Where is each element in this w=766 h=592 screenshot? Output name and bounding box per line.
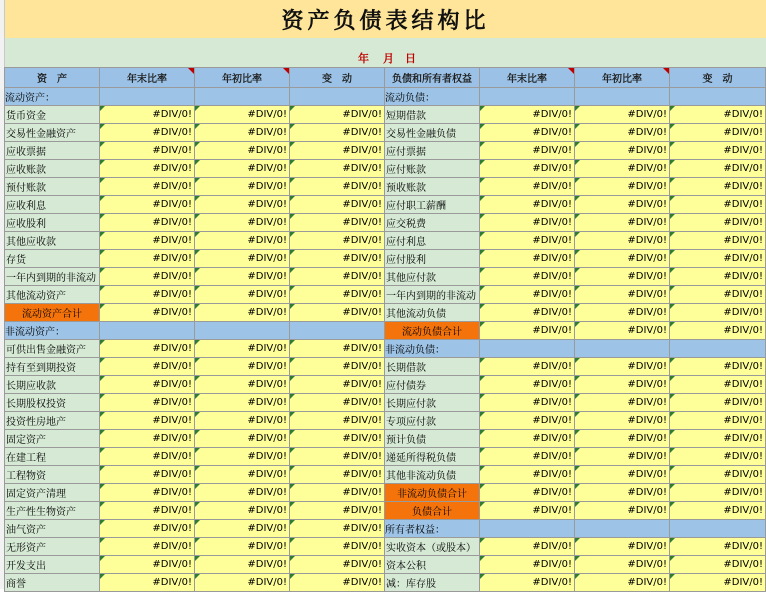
liability-value-cell[interactable]: #DIV/0! xyxy=(670,430,766,448)
liability-value-cell[interactable]: #DIV/0! xyxy=(670,304,766,322)
asset-value-cell[interactable]: #DIV/0! xyxy=(290,214,385,232)
liability-value-cell[interactable]: #DIV/0! xyxy=(480,106,575,124)
liability-value-cell[interactable]: #DIV/0! xyxy=(670,286,766,304)
asset-value-cell[interactable]: #DIV/0! xyxy=(195,502,290,520)
asset-value-cell[interactable]: #DIV/0! xyxy=(195,142,290,160)
liability-value-cell[interactable]: #DIV/0! xyxy=(480,394,575,412)
liability-value-cell[interactable]: #DIV/0! xyxy=(670,106,766,124)
table-row xyxy=(5,304,766,322)
asset-value-cell[interactable]: #DIV/0! xyxy=(195,394,290,412)
liability-value-cell[interactable]: #DIV/0! xyxy=(670,196,766,214)
table-row xyxy=(5,538,766,556)
table-row xyxy=(5,556,766,574)
liability-value-cell[interactable]: #DIV/0! xyxy=(480,322,575,340)
liability-label-cell[interactable]: 非流动负债： xyxy=(385,340,480,358)
liability-value-cell[interactable]: #DIV/0! xyxy=(480,250,575,268)
liability-value-cell[interactable] xyxy=(670,340,766,358)
table-row xyxy=(5,412,766,430)
asset-label-cell[interactable]: 非流动资产： xyxy=(5,322,100,340)
asset-label-cell[interactable]: 其他应收款 xyxy=(5,232,100,250)
liability-value-cell[interactable]: #DIV/0! xyxy=(575,106,670,124)
liability-value-cell[interactable]: #DIV/0! xyxy=(575,538,670,556)
liability-label-cell[interactable]: 短期借款 xyxy=(385,106,480,124)
asset-value-cell[interactable]: #DIV/0! xyxy=(195,250,290,268)
asset-value-cell[interactable]: #DIV/0! xyxy=(100,286,195,304)
liability-value-cell[interactable]: #DIV/0! xyxy=(575,448,670,466)
liability-value-cell[interactable] xyxy=(670,520,766,538)
table-row xyxy=(5,232,766,250)
asset-value-cell[interactable]: #DIV/0! xyxy=(290,412,385,430)
asset-value-cell[interactable]: #DIV/0! xyxy=(100,196,195,214)
liability-value-cell[interactable]: #DIV/0! xyxy=(575,574,670,592)
liability-value-cell[interactable]: #DIV/0! xyxy=(480,538,575,556)
asset-value-cell[interactable]: #DIV/0! xyxy=(195,358,290,376)
table-row xyxy=(5,376,766,394)
asset-label-cell[interactable]: 投资性房地产 xyxy=(5,412,100,430)
liability-label-cell[interactable]: 应付职工薪酬 xyxy=(385,196,480,214)
table-row xyxy=(5,160,766,178)
liability-value-cell[interactable]: #DIV/0! xyxy=(575,178,670,196)
liability-value-cell[interactable]: #DIV/0! xyxy=(480,574,575,592)
liability-value-cell[interactable]: #DIV/0! xyxy=(670,214,766,232)
table-row xyxy=(5,430,766,448)
liability-value-cell[interactable]: #DIV/0! xyxy=(575,484,670,502)
liability-value-cell[interactable]: #DIV/0! xyxy=(670,250,766,268)
asset-value-cell[interactable]: #DIV/0! xyxy=(195,466,290,484)
liability-label-cell[interactable]: 专项应付款 xyxy=(385,412,480,430)
asset-value-cell[interactable] xyxy=(100,322,195,340)
liability-label-cell[interactable]: 减：库存股 xyxy=(385,574,480,592)
asset-value-cell[interactable]: #DIV/0! xyxy=(100,142,195,160)
table-row xyxy=(5,286,766,304)
asset-value-cell[interactable]: #DIV/0! xyxy=(290,430,385,448)
header-change[interactable]: 变 动 xyxy=(290,68,385,88)
asset-value-cell[interactable]: #DIV/0! xyxy=(195,124,290,142)
liability-value-cell[interactable]: #DIV/0! xyxy=(670,142,766,160)
liability-value-cell[interactable]: #DIV/0! xyxy=(670,322,766,340)
liability-value-cell[interactable]: #DIV/0! xyxy=(670,412,766,430)
asset-value-cell[interactable]: #DIV/0! xyxy=(100,520,195,538)
liability-value-cell[interactable]: #DIV/0! xyxy=(670,178,766,196)
asset-value-cell[interactable]: #DIV/0! xyxy=(195,268,290,286)
liability-value-cell[interactable]: #DIV/0! xyxy=(480,304,575,322)
liability-value-cell[interactable]: #DIV/0! xyxy=(575,394,670,412)
liability-value-cell[interactable] xyxy=(575,340,670,358)
table-row xyxy=(5,520,766,538)
liability-value-cell[interactable]: #DIV/0! xyxy=(670,394,766,412)
table-row xyxy=(5,448,766,466)
liability-value-cell[interactable]: #DIV/0! xyxy=(670,124,766,142)
balance-sheet-table xyxy=(4,67,766,592)
table-row xyxy=(5,124,766,142)
liability-label-cell[interactable]: 流动负债合计 xyxy=(385,322,480,340)
asset-value-cell[interactable]: #DIV/0! xyxy=(290,196,385,214)
liability-value-cell[interactable]: #DIV/0! xyxy=(670,232,766,250)
liability-value-cell[interactable]: #DIV/0! xyxy=(670,538,766,556)
table-row xyxy=(5,502,766,520)
liability-value-cell[interactable] xyxy=(480,88,575,106)
liability-value-cell[interactable] xyxy=(575,88,670,106)
liability-value-cell[interactable]: #DIV/0! xyxy=(480,448,575,466)
asset-value-cell[interactable]: #DIV/0! xyxy=(290,574,385,592)
asset-value-cell[interactable]: #DIV/0! xyxy=(100,538,195,556)
asset-value-cell[interactable]: #DIV/0! xyxy=(100,448,195,466)
asset-value-cell[interactable]: #DIV/0! xyxy=(290,106,385,124)
liability-label-cell[interactable]: 资本公积 xyxy=(385,556,480,574)
liability-value-cell[interactable]: #DIV/0! xyxy=(480,502,575,520)
asset-value-cell[interactable]: #DIV/0! xyxy=(195,556,290,574)
asset-label-cell[interactable]: 流动资产： xyxy=(5,88,100,106)
liability-value-cell[interactable]: #DIV/0! xyxy=(480,178,575,196)
asset-label-cell[interactable]: 存货 xyxy=(5,250,100,268)
liability-label-cell[interactable]: 应付股利 xyxy=(385,250,480,268)
asset-value-cell[interactable] xyxy=(290,88,385,106)
asset-label-cell[interactable]: 应收票据 xyxy=(5,142,100,160)
asset-value-cell[interactable]: #DIV/0! xyxy=(100,232,195,250)
liability-label-cell[interactable]: 流动负债： xyxy=(385,88,480,106)
asset-label-cell[interactable]: 一年内到期的非流动 xyxy=(5,268,100,286)
liability-value-cell[interactable]: #DIV/0! xyxy=(670,448,766,466)
asset-value-cell[interactable]: #DIV/0! xyxy=(290,340,385,358)
liability-label-cell[interactable]: 应付票据 xyxy=(385,142,480,160)
asset-value-cell[interactable]: #DIV/0! xyxy=(195,286,290,304)
asset-value-cell[interactable]: #DIV/0! xyxy=(195,178,290,196)
asset-value-cell[interactable]: #DIV/0! xyxy=(290,466,385,484)
liability-label-cell[interactable]: 预计负债 xyxy=(385,430,480,448)
liability-label-cell[interactable]: 其他流动负债 xyxy=(385,304,480,322)
asset-value-cell[interactable]: #DIV/0! xyxy=(195,376,290,394)
liability-value-cell[interactable]: #DIV/0! xyxy=(575,502,670,520)
asset-label-cell[interactable]: 商誉 xyxy=(5,574,100,592)
asset-value-cell[interactable]: #DIV/0! xyxy=(290,124,385,142)
table-row xyxy=(5,340,766,358)
asset-value-cell[interactable]: #DIV/0! xyxy=(100,340,195,358)
asset-value-cell[interactable]: #DIV/0! xyxy=(290,268,385,286)
asset-label-cell[interactable]: 生产性生物资产 xyxy=(5,502,100,520)
liability-value-cell[interactable]: #DIV/0! xyxy=(670,574,766,592)
liability-label-cell[interactable]: 其他非流动负债 xyxy=(385,466,480,484)
asset-label-cell[interactable]: 持有至到期投资 xyxy=(5,358,100,376)
liability-label-cell[interactable]: 应交税费 xyxy=(385,214,480,232)
liability-value-cell[interactable]: #DIV/0! xyxy=(670,268,766,286)
header-liabilities-equity[interactable]: 负债和所有者权益 xyxy=(385,68,480,88)
asset-value-cell[interactable]: #DIV/0! xyxy=(195,340,290,358)
asset-label-cell[interactable]: 无形资产 xyxy=(5,538,100,556)
table-row xyxy=(5,250,766,268)
sheet-title[interactable]: 资产负债表结构比 xyxy=(5,0,766,39)
asset-label-cell[interactable]: 货币资金 xyxy=(5,106,100,124)
liability-value-cell[interactable]: #DIV/0! xyxy=(480,466,575,484)
asset-value-cell[interactable]: #DIV/0! xyxy=(290,520,385,538)
liability-value-cell[interactable]: #DIV/0! xyxy=(480,430,575,448)
liability-value-cell[interactable]: #DIV/0! xyxy=(480,412,575,430)
liability-label-cell[interactable]: 应付利息 xyxy=(385,232,480,250)
asset-label-cell[interactable]: 工程物资 xyxy=(5,466,100,484)
liability-value-cell[interactable]: #DIV/0! xyxy=(480,196,575,214)
liability-value-cell[interactable] xyxy=(670,88,766,106)
liability-value-cell[interactable]: #DIV/0! xyxy=(575,556,670,574)
liability-value-cell[interactable]: #DIV/0! xyxy=(480,214,575,232)
asset-label-cell[interactable]: 应收账款 xyxy=(5,160,100,178)
header-year-end-ratio[interactable]: 年末比率 xyxy=(100,68,195,88)
asset-value-cell[interactable]: #DIV/0! xyxy=(195,430,290,448)
asset-value-cell[interactable]: #DIV/0! xyxy=(290,232,385,250)
table-row xyxy=(5,322,766,340)
liability-value-cell[interactable] xyxy=(480,340,575,358)
liability-value-cell[interactable]: #DIV/0! xyxy=(480,124,575,142)
asset-value-cell[interactable]: #DIV/0! xyxy=(100,178,195,196)
asset-value-cell[interactable] xyxy=(100,88,195,106)
table-row xyxy=(5,214,766,232)
liability-value-cell[interactable]: #DIV/0! xyxy=(480,376,575,394)
asset-label-cell[interactable]: 油气资产 xyxy=(5,520,100,538)
liability-label-cell[interactable]: 所有者权益： xyxy=(385,520,480,538)
asset-value-cell[interactable]: #DIV/0! xyxy=(290,142,385,160)
asset-value-cell[interactable]: #DIV/0! xyxy=(100,484,195,502)
asset-label-cell[interactable]: 其他流动资产 xyxy=(5,286,100,304)
liability-value-cell[interactable]: #DIV/0! xyxy=(670,358,766,376)
asset-value-cell[interactable]: #DIV/0! xyxy=(100,412,195,430)
liability-value-cell[interactable]: #DIV/0! xyxy=(575,250,670,268)
asset-value-cell[interactable]: #DIV/0! xyxy=(100,160,195,178)
liability-label-cell[interactable]: 递延所得税负债 xyxy=(385,448,480,466)
liability-value-cell[interactable]: #DIV/0! xyxy=(575,304,670,322)
asset-label-cell[interactable]: 固定资产清理 xyxy=(5,484,100,502)
asset-value-cell[interactable]: #DIV/0! xyxy=(195,520,290,538)
asset-value-cell[interactable]: #DIV/0! xyxy=(290,358,385,376)
asset-value-cell[interactable]: #DIV/0! xyxy=(100,106,195,124)
liability-value-cell[interactable] xyxy=(575,520,670,538)
header-row xyxy=(5,68,766,88)
liability-value-cell[interactable]: #DIV/0! xyxy=(575,412,670,430)
table-row xyxy=(5,358,766,376)
asset-value-cell[interactable]: #DIV/0! xyxy=(290,178,385,196)
asset-value-cell[interactable]: #DIV/0! xyxy=(290,448,385,466)
liability-label-cell[interactable]: 预收账款 xyxy=(385,178,480,196)
table-row xyxy=(5,484,766,502)
table-row xyxy=(5,196,766,214)
liability-value-cell[interactable]: #DIV/0! xyxy=(480,268,575,286)
table-row xyxy=(5,106,766,124)
asset-value-cell[interactable]: #DIV/0! xyxy=(290,286,385,304)
asset-value-cell[interactable]: #DIV/0! xyxy=(290,484,385,502)
asset-value-cell[interactable]: #DIV/0! xyxy=(195,538,290,556)
asset-value-cell[interactable]: #DIV/0! xyxy=(290,304,385,322)
asset-value-cell[interactable]: #DIV/0! xyxy=(100,250,195,268)
date-row[interactable] xyxy=(5,38,766,67)
liability-value-cell[interactable]: #DIV/0! xyxy=(575,142,670,160)
asset-value-cell[interactable] xyxy=(290,322,385,340)
asset-label-cell[interactable]: 交易性金融资产 xyxy=(5,124,100,142)
liability-label-cell[interactable]: 长期应付款 xyxy=(385,394,480,412)
asset-value-cell[interactable]: #DIV/0! xyxy=(290,502,385,520)
asset-value-cell[interactable]: #DIV/0! xyxy=(195,214,290,232)
asset-value-cell[interactable]: #DIV/0! xyxy=(195,304,290,322)
asset-value-cell[interactable]: #DIV/0! xyxy=(100,466,195,484)
asset-value-cell[interactable]: #DIV/0! xyxy=(100,394,195,412)
liability-value-cell[interactable]: #DIV/0! xyxy=(480,556,575,574)
liability-value-cell[interactable]: #DIV/0! xyxy=(480,142,575,160)
table-row xyxy=(5,178,766,196)
asset-value-cell[interactable]: #DIV/0! xyxy=(195,574,290,592)
table-row xyxy=(5,394,766,412)
liability-value-cell[interactable]: #DIV/0! xyxy=(575,124,670,142)
liability-value-cell[interactable]: #DIV/0! xyxy=(480,232,575,250)
liability-value-cell[interactable]: #DIV/0! xyxy=(670,160,766,178)
asset-value-cell[interactable]: #DIV/0! xyxy=(100,502,195,520)
liability-value-cell[interactable]: #DIV/0! xyxy=(575,286,670,304)
header-change-right[interactable]: 变 动 xyxy=(670,68,766,88)
asset-value-cell[interactable]: #DIV/0! xyxy=(100,268,195,286)
asset-value-cell[interactable]: #DIV/0! xyxy=(195,160,290,178)
asset-value-cell[interactable]: #DIV/0! xyxy=(100,214,195,232)
asset-value-cell[interactable]: #DIV/0! xyxy=(100,376,195,394)
liability-value-cell[interactable]: #DIV/0! xyxy=(670,556,766,574)
liability-label-cell[interactable]: 实收资本（或股本） xyxy=(385,538,480,556)
table-row xyxy=(5,88,766,106)
liability-label-cell[interactable]: 非流动负债合计 xyxy=(385,484,480,502)
liability-value-cell[interactable]: #DIV/0! xyxy=(670,502,766,520)
asset-value-cell[interactable]: #DIV/0! xyxy=(100,124,195,142)
asset-label-cell[interactable]: 长期股权投资 xyxy=(5,394,100,412)
asset-label-cell[interactable]: 长期应收款 xyxy=(5,376,100,394)
liability-value-cell[interactable]: #DIV/0! xyxy=(575,196,670,214)
asset-value-cell[interactable]: #DIV/0! xyxy=(195,412,290,430)
date-month-label: 月 xyxy=(383,52,394,65)
asset-value-cell[interactable]: #DIV/0! xyxy=(290,160,385,178)
liability-value-cell[interactable] xyxy=(480,520,575,538)
liability-value-cell[interactable]: #DIV/0! xyxy=(575,466,670,484)
liability-label-cell[interactable]: 一年内到期的非流动 xyxy=(385,286,480,304)
asset-value-cell[interactable] xyxy=(195,322,290,340)
liability-value-cell[interactable]: #DIV/0! xyxy=(575,430,670,448)
asset-value-cell[interactable]: #DIV/0! xyxy=(195,232,290,250)
liability-label-cell[interactable]: 长期借款 xyxy=(385,358,480,376)
asset-value-cell[interactable]: #DIV/0! xyxy=(290,394,385,412)
asset-value-cell[interactable]: #DIV/0! xyxy=(100,430,195,448)
asset-label-cell[interactable]: 开发支出 xyxy=(5,556,100,574)
date-day-label: 日 xyxy=(405,52,416,65)
date-year-label: 年 xyxy=(358,52,369,65)
asset-label-cell[interactable]: 在建工程 xyxy=(5,448,100,466)
asset-value-cell[interactable]: #DIV/0! xyxy=(290,538,385,556)
asset-value-cell[interactable] xyxy=(195,88,290,106)
table-row xyxy=(5,466,766,484)
liability-value-cell[interactable]: #DIV/0! xyxy=(575,232,670,250)
asset-label-cell[interactable]: 可供出售金融资产 xyxy=(5,340,100,358)
asset-value-cell[interactable]: #DIV/0! xyxy=(100,574,195,592)
liability-value-cell[interactable]: #DIV/0! xyxy=(480,160,575,178)
table-row xyxy=(5,268,766,286)
asset-label-cell[interactable]: 流动资产合计 xyxy=(5,304,100,322)
asset-value-cell[interactable]: #DIV/0! xyxy=(195,484,290,502)
liability-label-cell[interactable]: 其他应付款 xyxy=(385,268,480,286)
asset-label-cell[interactable]: 预付账款 xyxy=(5,178,100,196)
asset-value-cell[interactable]: #DIV/0! xyxy=(100,304,195,322)
liability-value-cell[interactable]: #DIV/0! xyxy=(670,376,766,394)
asset-value-cell[interactable]: #DIV/0! xyxy=(290,556,385,574)
liability-value-cell[interactable]: #DIV/0! xyxy=(670,466,766,484)
table-row xyxy=(5,142,766,160)
header-year-begin-ratio[interactable]: 年初比率 xyxy=(195,68,290,88)
asset-value-cell[interactable]: #DIV/0! xyxy=(195,106,290,124)
asset-value-cell[interactable]: #DIV/0! xyxy=(195,448,290,466)
liability-value-cell[interactable]: #DIV/0! xyxy=(575,376,670,394)
asset-value-cell[interactable]: #DIV/0! xyxy=(100,358,195,376)
liability-value-cell[interactable]: #DIV/0! xyxy=(575,214,670,232)
liability-value-cell[interactable]: #DIV/0! xyxy=(575,322,670,340)
liability-label-cell[interactable]: 应付债券 xyxy=(385,376,480,394)
asset-value-cell[interactable]: #DIV/0! xyxy=(290,376,385,394)
liability-value-cell[interactable]: #DIV/0! xyxy=(480,286,575,304)
header-year-begin-ratio-right[interactable]: 年初比率 xyxy=(575,68,670,88)
header-year-end-ratio-right[interactable]: 年末比率 xyxy=(480,68,575,88)
asset-label-cell[interactable]: 应收股利 xyxy=(5,214,100,232)
asset-label-cell[interactable]: 应收利息 xyxy=(5,196,100,214)
liability-value-cell[interactable]: #DIV/0! xyxy=(480,484,575,502)
asset-label-cell[interactable]: 固定资产 xyxy=(5,430,100,448)
asset-value-cell[interactable]: #DIV/0! xyxy=(100,556,195,574)
liability-value-cell[interactable]: #DIV/0! xyxy=(670,484,766,502)
header-assets[interactable]: 资 产 xyxy=(5,68,100,88)
liability-label-cell[interactable]: 交易性金融负债 xyxy=(385,124,480,142)
liability-label-cell[interactable]: 负债合计 xyxy=(385,502,480,520)
liability-value-cell[interactable]: #DIV/0! xyxy=(575,160,670,178)
liability-value-cell[interactable]: #DIV/0! xyxy=(575,268,670,286)
asset-value-cell[interactable]: #DIV/0! xyxy=(195,196,290,214)
asset-value-cell[interactable]: #DIV/0! xyxy=(290,250,385,268)
liability-value-cell[interactable]: #DIV/0! xyxy=(480,358,575,376)
liability-label-cell[interactable]: 应付账款 xyxy=(385,160,480,178)
liability-value-cell[interactable]: #DIV/0! xyxy=(575,358,670,376)
